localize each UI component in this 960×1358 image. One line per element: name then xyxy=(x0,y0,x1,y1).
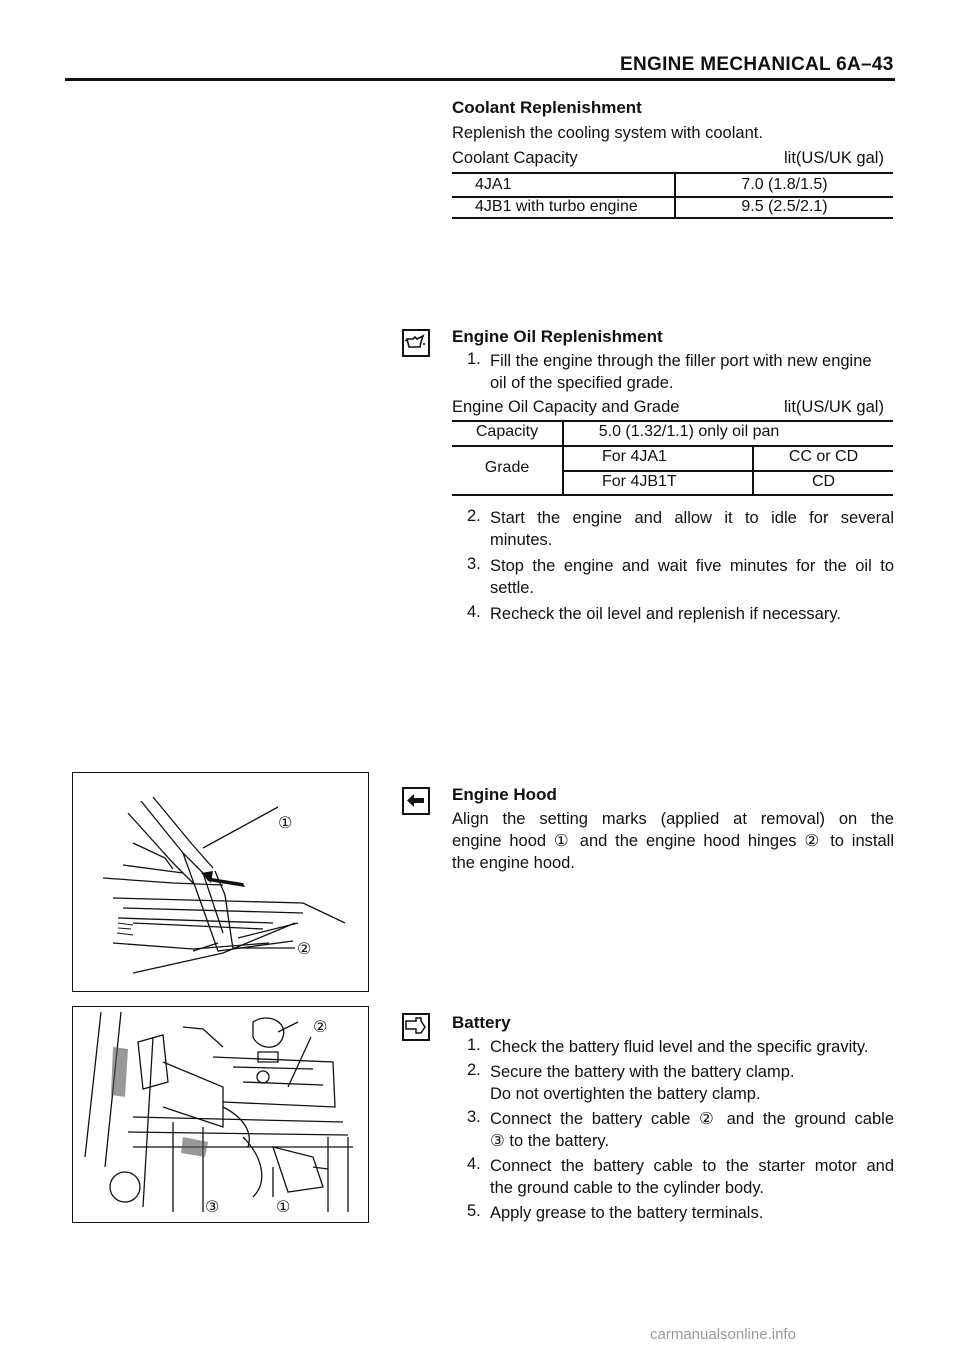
oil-unit: lit(US/UK gal) xyxy=(784,398,884,416)
header-rule xyxy=(65,78,895,81)
hood-text: Align the setting marks (applied at removal) on the xyxy=(452,810,894,828)
hood-text: the engine hood. xyxy=(452,854,575,872)
oil-grade-engine: For 4JA1 xyxy=(602,448,667,465)
battery-step-number: 3. xyxy=(467,1108,481,1126)
battery-callout-2: ② xyxy=(313,1019,328,1036)
page-header: ENGINE MECHANICAL 6A–43 xyxy=(620,54,894,75)
battery-step-number: 1. xyxy=(467,1036,481,1054)
battery-step-text: Connect the battery cable ② and the ground cable xyxy=(490,1110,894,1128)
oil-capacity-value: 5.0 (1.32/1.1) only oil pan xyxy=(598,423,780,440)
battery-connect-icon xyxy=(402,1013,430,1041)
hood-title: Engine Hood xyxy=(452,785,557,804)
oil-title: Engine Oil Replenishment xyxy=(452,327,663,346)
oil-step-text: minutes. xyxy=(490,531,553,549)
coolant-capacity-label: Coolant Capacity xyxy=(452,149,578,167)
oil-capacity-label: Engine Oil Capacity and Grade xyxy=(452,398,680,416)
hood-callout-1: ① xyxy=(278,815,293,832)
hood-text: engine hood ① and the engine hood hinges ② to install xyxy=(452,832,894,850)
oil-step-text: Recheck the oil level and replenish if necessary. xyxy=(490,605,841,623)
battery-callout-3: ③ xyxy=(205,1199,220,1216)
oil-grade-engine: For 4JB1T xyxy=(602,473,677,490)
battery-step-text: ③ to the battery. xyxy=(490,1132,610,1150)
battery-step-text: Apply grease to the battery terminals. xyxy=(490,1204,764,1222)
oil-capacity-header: Capacity xyxy=(475,423,539,440)
coolant-row-engine: 4JA1 xyxy=(475,176,512,193)
watermark: carmanualsonline.info xyxy=(650,1326,796,1343)
oil-grade-header: Grade xyxy=(484,459,530,476)
oil-can-icon xyxy=(402,329,430,357)
oil-step-number: 4. xyxy=(467,603,481,621)
engine-hood-figure xyxy=(72,772,369,992)
coolant-unit: lit(US/UK gal) xyxy=(784,149,884,167)
oil-step-number: 2. xyxy=(467,507,481,525)
battery-step-text: the ground cable to the cylinder body. xyxy=(490,1179,764,1197)
coolant-row-engine: 4JB1 with turbo engine xyxy=(475,198,638,215)
coolant-row-value: 7.0 (1.8/1.5) xyxy=(741,176,828,193)
oil-step-text: Stop the engine and wait five minutes for the oil to xyxy=(490,557,894,575)
battery-step-number: 5. xyxy=(467,1202,481,1220)
install-arrow-icon xyxy=(402,787,430,815)
hood-callout-2: ② xyxy=(297,941,312,958)
oil-step-number: 1. xyxy=(467,350,481,368)
oil-step-text: Start the engine and allow it to idle for several xyxy=(490,509,894,527)
battery-step-text: Do not overtighten the battery clamp. xyxy=(490,1085,761,1103)
battery-step-text: Connect the battery cable to the starter motor and xyxy=(490,1157,894,1175)
coolant-intro: Replenish the cooling system with coolant. xyxy=(452,124,763,142)
oil-grade-value: CD xyxy=(811,473,836,490)
coolant-row-value: 9.5 (2.5/2.1) xyxy=(741,198,828,215)
battery-step-text: Secure the battery with the battery clamp. xyxy=(490,1063,795,1081)
battery-step-number: 4. xyxy=(467,1155,481,1173)
oil-step-text: oil of the specified grade. xyxy=(490,374,674,392)
battery-title: Battery xyxy=(452,1013,511,1032)
battery-figure xyxy=(72,1006,369,1223)
battery-callout-1: ① xyxy=(276,1199,291,1216)
oil-step-text: settle. xyxy=(490,579,535,597)
oil-step-number: 3. xyxy=(467,555,481,573)
coolant-title: Coolant Replenishment xyxy=(452,98,642,117)
battery-step-number: 2. xyxy=(467,1061,481,1079)
oil-step-text: Fill the engine through the filler port with new engine xyxy=(490,352,872,370)
oil-grade-value: CC or CD xyxy=(788,448,859,465)
battery-step-text: Check the battery fluid level and the specific gravity. xyxy=(490,1038,869,1056)
